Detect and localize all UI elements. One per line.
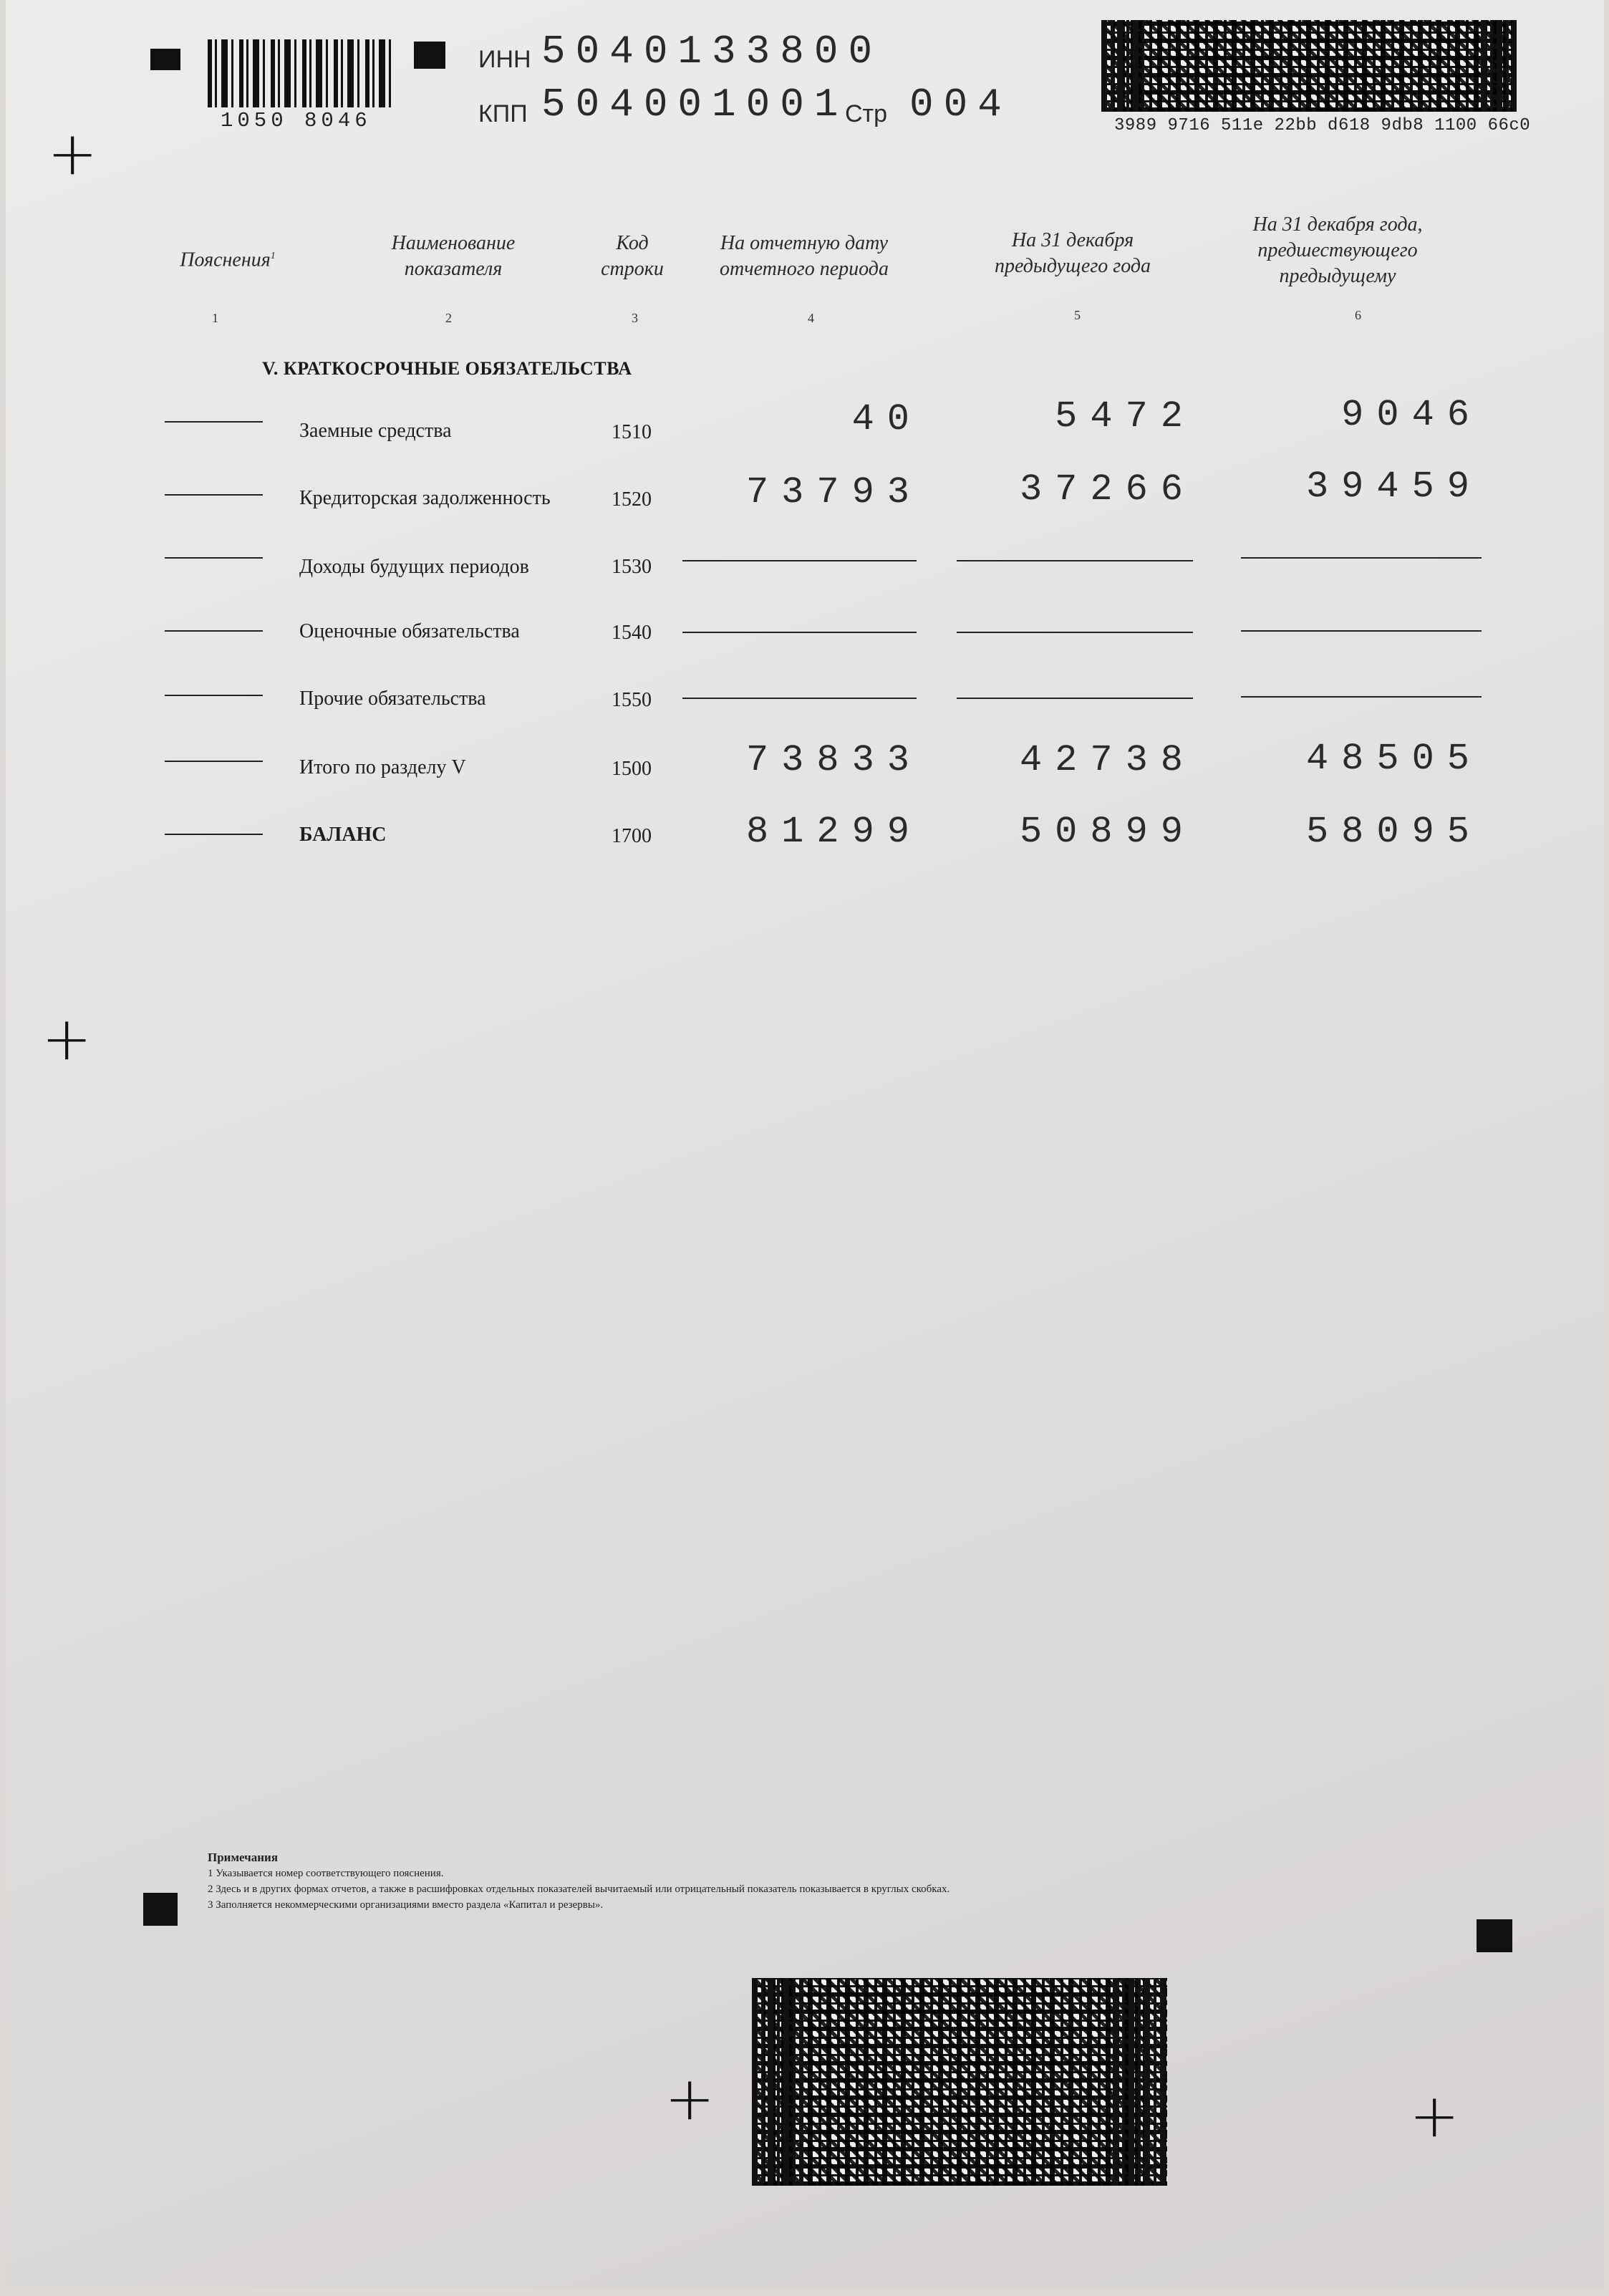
col-header-code: Код строки bbox=[601, 232, 664, 280]
row-explanation-line bbox=[165, 695, 263, 696]
col-number: 5 bbox=[1074, 308, 1081, 322]
value-prev-year: 42738 bbox=[1019, 739, 1196, 781]
registration-marker-top-mid bbox=[414, 42, 445, 69]
empty-value-line bbox=[682, 560, 917, 561]
empty-value-line bbox=[682, 632, 917, 633]
col-number: 4 bbox=[808, 311, 814, 325]
notes-title: Примечания bbox=[208, 1851, 279, 1864]
inn-value: 5040133800 bbox=[541, 29, 883, 74]
row-explanation-line bbox=[165, 761, 263, 762]
registration-marker-bottom-left bbox=[143, 1893, 178, 1926]
value-prev2-year: 58095 bbox=[1305, 811, 1482, 853]
row-code: 1530 bbox=[612, 556, 652, 578]
row-name: Прочие обязательства bbox=[299, 688, 486, 710]
value-prev2-year: 48505 bbox=[1305, 738, 1482, 780]
pdf417-code-bottom bbox=[752, 1978, 1167, 2186]
col-header-indicator: Наименование показателя bbox=[391, 232, 516, 280]
value-current: 81299 bbox=[745, 811, 922, 853]
empty-value-line bbox=[1241, 630, 1482, 632]
crosshair-mark: + bbox=[1409, 2080, 1460, 2151]
value-prev-year: 50899 bbox=[1019, 811, 1196, 853]
row-explanation-line bbox=[165, 494, 263, 496]
col-number: 6 bbox=[1355, 308, 1361, 322]
row-code: 1510 bbox=[612, 421, 652, 443]
col-number: 1 bbox=[212, 311, 218, 325]
kpp-label: КПП bbox=[478, 100, 528, 127]
note-item: 2 Здесь и в других формах отчетов, а также в расшифровках отдельных показателей вычитаемый или отрицательный показатель показывается в круглых скобках. bbox=[208, 1883, 950, 1895]
row-explanation-line bbox=[165, 630, 263, 632]
value-prev2-year: 39459 bbox=[1305, 466, 1482, 508]
col-number: 2 bbox=[445, 311, 452, 325]
row-name: Оценочные обязательства bbox=[299, 620, 520, 642]
row-code: 1540 bbox=[612, 622, 652, 644]
value-prev-year: 5472 bbox=[1055, 395, 1196, 438]
page-label: Стр bbox=[845, 100, 888, 127]
notes-block bbox=[208, 1850, 950, 1913]
section-title: V. КРАТКОСРОЧНЫЕ ОБЯЗАТЕЛЬСТВА bbox=[262, 358, 632, 379]
col-header-explanations: Пояснения$^1$ bbox=[180, 249, 276, 271]
pdf417-code-top bbox=[1101, 20, 1517, 112]
row-name: Итого по разделу V bbox=[299, 756, 466, 778]
kpp-value: 504001001 bbox=[541, 82, 849, 127]
registration-marker-top-left bbox=[150, 49, 180, 70]
empty-value-line bbox=[682, 698, 917, 699]
row-code: 1520 bbox=[612, 488, 652, 511]
col-header-prev2-year: На 31 декабря года, предшествующего предыдущему bbox=[1252, 213, 1423, 287]
row-name: Заемные средства bbox=[299, 420, 452, 442]
col-header-current-period: На отчетную дату отчетного периода bbox=[720, 232, 889, 280]
crosshair-mark: + bbox=[665, 2063, 715, 2133]
pdf417-code-text: 3989 9716 511e 22bb d618 9db8 1100 66c0 bbox=[1114, 116, 1531, 135]
empty-value-line bbox=[1241, 696, 1482, 698]
document-page bbox=[6, 0, 1604, 2288]
empty-value-line bbox=[957, 560, 1193, 561]
inn-label: ИНН bbox=[478, 46, 531, 73]
value-current: 40 bbox=[851, 398, 922, 440]
empty-value-line bbox=[1241, 557, 1482, 559]
row-explanation-line bbox=[165, 557, 263, 559]
value-prev-year: 37266 bbox=[1019, 468, 1196, 511]
row-code: 1500 bbox=[612, 758, 652, 780]
value-prev2-year: 9046 bbox=[1341, 394, 1482, 436]
crosshair-mark: + bbox=[42, 1003, 92, 1074]
row-name: Кредиторская задолженность bbox=[299, 487, 551, 509]
page-value: 004 bbox=[909, 82, 1012, 127]
row-code: 1550 bbox=[612, 689, 652, 711]
note-item: 3 Заполняется некоммерческими организациями вместо раздела «Капитал и резервы». bbox=[208, 1899, 604, 1911]
barcode-number: 1050 8046 bbox=[221, 109, 372, 132]
col-number: 3 bbox=[632, 311, 638, 325]
crosshair-mark: + bbox=[47, 118, 98, 188]
linear-barcode bbox=[208, 39, 392, 107]
row-name: Доходы будущих периодов bbox=[299, 556, 529, 578]
row-explanation-line bbox=[165, 834, 263, 835]
note-item: 1 Указывается номер соответствующего пояснения. bbox=[208, 1868, 444, 1879]
registration-marker-bottom-right bbox=[1477, 1919, 1512, 1952]
value-current: 73793 bbox=[745, 471, 922, 513]
row-explanation-line bbox=[165, 421, 263, 423]
value-current: 73833 bbox=[745, 739, 922, 781]
empty-value-line bbox=[957, 698, 1193, 699]
row-code: 1700 bbox=[612, 825, 652, 847]
empty-value-line bbox=[957, 632, 1193, 633]
row-name-balance: БАЛАНС bbox=[299, 824, 387, 846]
col-header-prev-year: На 31 декабря предыдущего года bbox=[995, 229, 1151, 277]
